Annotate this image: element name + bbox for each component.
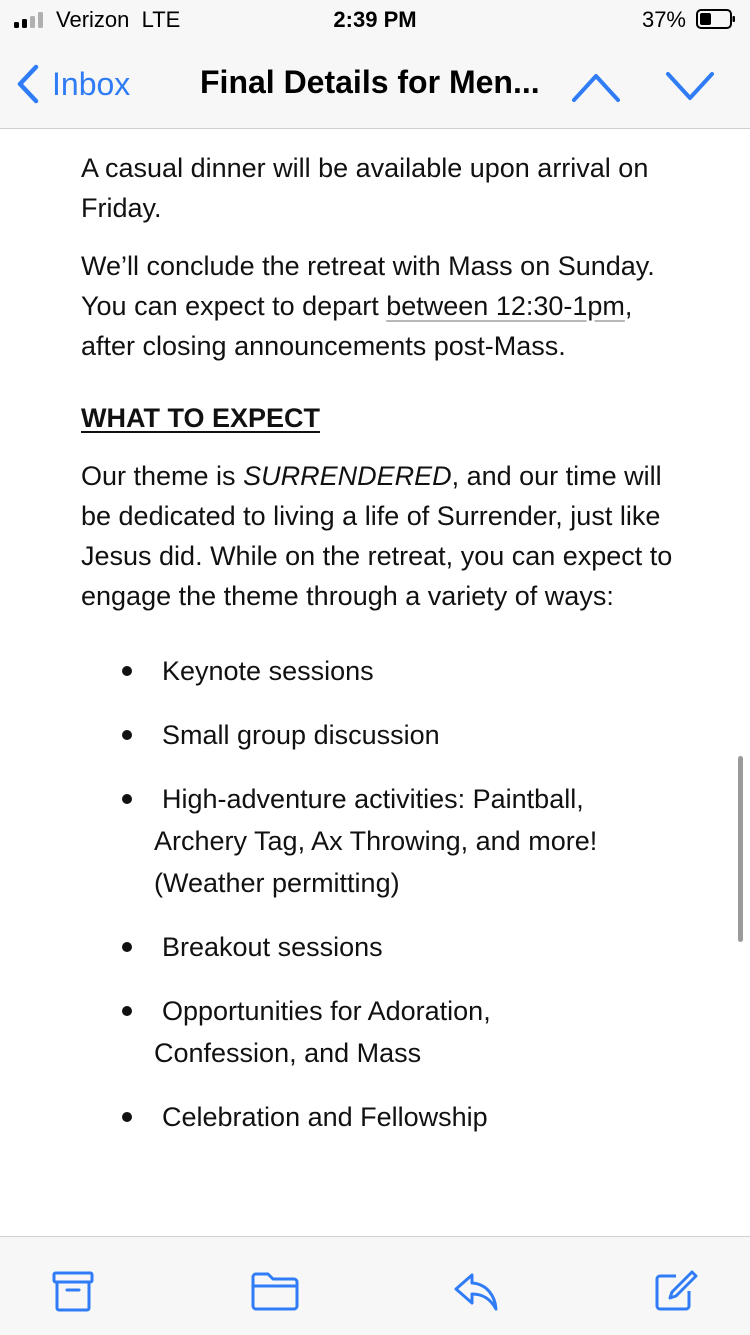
theme-text-end: , and our time will be dedicated to living a life of Surrender, just like Jesus did. While on the retreat, you can expect to engage the theme through a variety of ways: bbox=[81, 461, 673, 611]
back-label: Inbox bbox=[52, 65, 131, 102]
list-item-text: Breakout sessions bbox=[162, 932, 383, 962]
list-item-text-cont: Confession, and Mass bbox=[154, 1038, 422, 1068]
theme-text: Our theme is bbox=[81, 461, 244, 491]
bullet-icon bbox=[122, 1112, 132, 1122]
clock: 2:39 PM bbox=[333, 7, 417, 32]
list-item-text: Celebration and Fellowship bbox=[162, 1102, 488, 1132]
message-subject: Final Details for Men... bbox=[200, 64, 540, 100]
battery-percent: 37% bbox=[641, 7, 686, 32]
dinner-paragraph: A casual dinner will be available upon arrival on Friday. bbox=[81, 153, 649, 223]
list-item bbox=[81, 1096, 681, 1138]
bullet-icon bbox=[122, 942, 132, 952]
bullet-icon bbox=[122, 666, 132, 676]
bullet-icon bbox=[122, 794, 132, 804]
nav-bar bbox=[0, 40, 750, 129]
bullet-icon bbox=[122, 1006, 132, 1016]
section-heading: WHAT TO EXPECT bbox=[81, 403, 321, 433]
scroll-indicator[interactable] bbox=[738, 756, 743, 942]
bullet-icon bbox=[122, 730, 132, 740]
bottom-toolbar bbox=[0, 1236, 750, 1335]
activities-list bbox=[81, 650, 681, 1138]
archive-icon[interactable] bbox=[50, 1269, 96, 1313]
chevron-down-icon[interactable] bbox=[664, 66, 716, 106]
chevron-left-icon bbox=[16, 64, 40, 104]
back-to-inbox-button[interactable] bbox=[16, 62, 130, 106]
list-item-text: High-adventure activities: Paintball, bbox=[162, 784, 584, 814]
network-type: LTE bbox=[141, 7, 181, 32]
list-item-text: Small group discussion bbox=[162, 720, 440, 750]
list-item-text: Keynote sessions bbox=[162, 656, 374, 686]
departure-time-link[interactable]: between 12:30-1pm bbox=[386, 291, 625, 321]
email-body bbox=[81, 148, 681, 1160]
list-item bbox=[81, 650, 681, 692]
compose-icon[interactable] bbox=[652, 1269, 698, 1313]
list-item bbox=[81, 990, 681, 1074]
status-bar bbox=[0, 0, 750, 40]
departure-paragraph bbox=[81, 246, 681, 366]
chevron-up-icon[interactable] bbox=[570, 66, 622, 106]
departure-text-end: , after closing announcements post-Mass. bbox=[81, 291, 633, 361]
list-item-text-cont: Archery Tag, Ax Throwing, and more! (Weather permitting) bbox=[154, 826, 598, 898]
carrier-name: Verizon bbox=[56, 7, 130, 32]
folder-icon[interactable] bbox=[250, 1269, 300, 1313]
theme-name: SURRENDERED bbox=[243, 461, 452, 491]
list-item bbox=[81, 714, 681, 756]
list-item-text: Opportunities for Adoration, bbox=[162, 996, 491, 1026]
departure-text: We’ll conclude the retreat with Mass on Sunday. You can expect to depart bbox=[81, 251, 655, 321]
battery-icon bbox=[696, 9, 736, 29]
reply-icon[interactable] bbox=[452, 1269, 500, 1313]
theme-paragraph bbox=[81, 456, 681, 616]
list-item bbox=[81, 778, 681, 904]
list-item bbox=[81, 926, 681, 968]
